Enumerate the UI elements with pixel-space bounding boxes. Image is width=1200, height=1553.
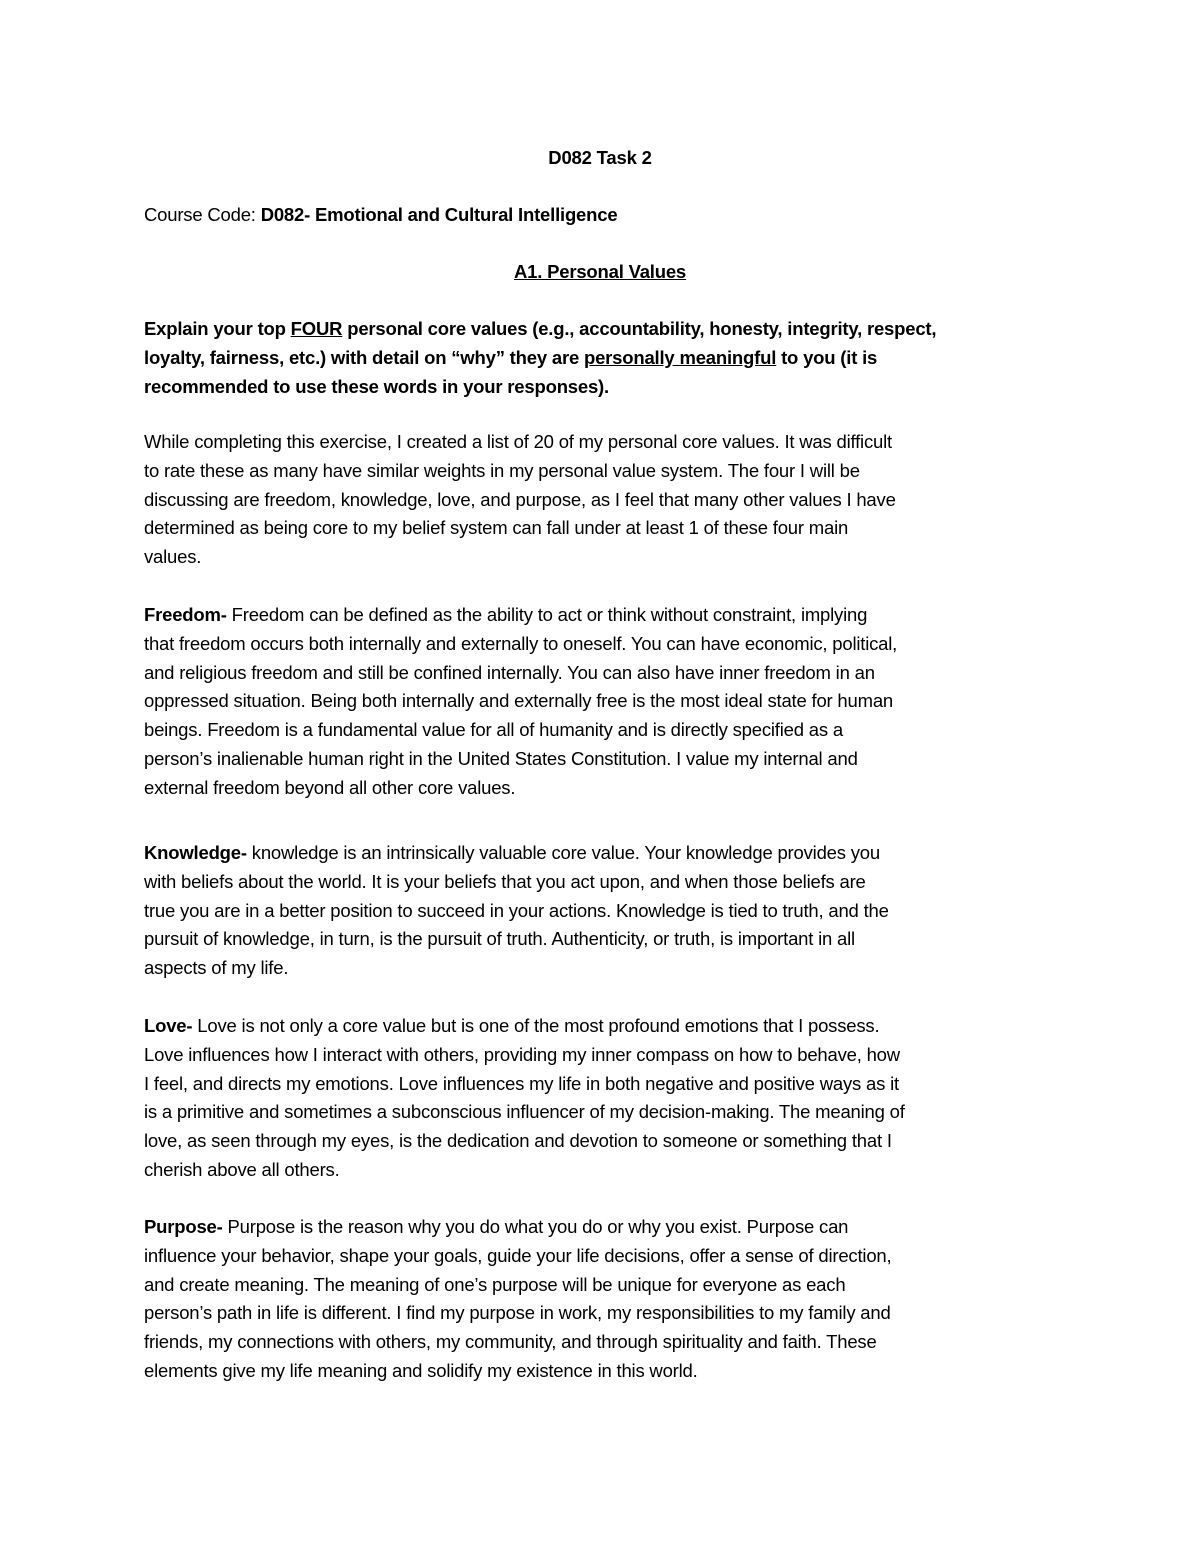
text-run: elements give my life meaning and solidify my existence in this world. (144, 1360, 698, 1381)
course-code-line (144, 200, 617, 229)
text-line (144, 600, 867, 629)
section-heading (0, 257, 1200, 286)
text-line (144, 867, 866, 896)
text-line (144, 1356, 698, 1385)
text-run: Love influences how I interact with others, providing my inner compass on how to behave, how (144, 1043, 900, 1065)
text-line (144, 1327, 877, 1356)
text-line (144, 343, 877, 372)
text-run: oppressed situation. Being both internally and externally free is the most ideal state for human (144, 690, 893, 712)
text-run: with beliefs about the world. It is your beliefs that you act upon, and when those beliefs are (144, 870, 866, 892)
text-run: person’s path in life is different. I find my purpose in work, my responsibilities to my family and (144, 1302, 891, 1324)
text-run: friends, my connections with others, my community, and through spirituality and faith. These (144, 1331, 877, 1353)
text-run: that freedom occurs both internally and externally to oneself. You can have economic, political, (144, 632, 898, 654)
text-run: and create meaning. The meaning of one’s purpose will be unique for everyone as each (144, 1273, 846, 1295)
text-line (144, 542, 201, 571)
text-line (144, 953, 288, 982)
text-line (144, 1298, 891, 1327)
text-run: aspects of my life. (144, 957, 289, 979)
text-line (144, 314, 936, 343)
text-run: external freedom beyond all other core values. (144, 776, 516, 798)
text-line (144, 924, 855, 953)
bold-text: to you (it is (776, 346, 878, 368)
text-line (144, 896, 889, 925)
text-run: and religious freedom and still be confined internally. You can also have inner freedom in an (144, 661, 875, 683)
bold-text: personal core values (e.g., accountability, honesty, integrity, respect, (342, 318, 937, 339)
text-line (144, 1270, 845, 1299)
text-line (144, 686, 893, 715)
text-run: discussing are freedom, knowledge, love, and purpose, as I feel that many other values I have (144, 488, 896, 510)
course-code-value: D082- Emotional and Cultural Intelligence (260, 204, 618, 225)
text-line (144, 658, 875, 687)
bold-text: Purpose- (144, 1216, 223, 1237)
section-heading-text: A1. Personal Values (513, 261, 687, 282)
text-run: love, as seen through my eyes, is the dedication and devotion to someone or something that I (144, 1130, 892, 1152)
bold-text: loyalty, fairness, etc.) with detail on “why” they are (144, 346, 584, 368)
text-run: true you are in a better position to succeed in your actions. Knowledge is tied to truth, and the (144, 899, 889, 921)
bold-text: Knowledge- (144, 842, 247, 863)
text-line (144, 715, 843, 744)
text-line (144, 427, 892, 456)
text-line (144, 456, 860, 485)
text-line (144, 1126, 892, 1155)
bold-text: Love- (144, 1015, 193, 1036)
text-line (144, 1212, 848, 1241)
text-line (144, 372, 609, 401)
text-line (144, 1040, 900, 1069)
course-code-label: Course Code: (144, 204, 261, 225)
text-run: I feel, and directs my emotions. Love influences my life in both negative and positive ways as it (144, 1072, 899, 1094)
text-line (144, 1241, 891, 1270)
bold-text: Explain your top (144, 318, 291, 339)
text-line (144, 513, 848, 542)
text-line (144, 838, 880, 867)
text-line (144, 1011, 879, 1040)
text-run: person’s inalienable human right in the United States Constitution. I value my internal and (144, 748, 858, 769)
bold-text: Freedom- (144, 604, 227, 625)
text-run: pursuit of knowledge, in turn, is the pursuit of truth. Authenticity, or truth, is important in all (144, 928, 855, 950)
text-line (144, 1069, 899, 1098)
underlined-text: personally meaningful (583, 346, 777, 368)
text-run: Love is not only a core value but is one of the most profound emotions that I possess. (192, 1015, 880, 1036)
text-run: values. (144, 546, 202, 568)
underlined-text: FOUR (290, 318, 343, 339)
text-run: is a primitive and sometimes a subconscious influencer of my decision-making. The meaning of (144, 1101, 905, 1123)
text-run: cherish above all others. (144, 1159, 340, 1180)
text-run: determined as being core to my belief system can fall under at least 1 of these four main (144, 517, 849, 539)
document-title: D082 Task 2 (548, 147, 652, 168)
text-run: beings. Freedom is a fundamental value for all of humanity and is directly specified as a (144, 719, 843, 741)
text-line (144, 1097, 905, 1126)
text-line (144, 629, 897, 658)
text-line (144, 744, 858, 773)
text-run: to rate these as many have similar weights in my personal value system. The four I will be (144, 459, 860, 481)
text-line (144, 1155, 340, 1184)
text-line (144, 773, 515, 802)
text-run: influence your behavior, shape your goals, guide your life decisions, offer a sense of direction, (144, 1244, 892, 1266)
text-run: While completing this exercise, I created a list of 20 of my personal core values. It was difficult (144, 431, 892, 452)
text-line (144, 485, 896, 514)
text-run: knowledge is an intrinsically valuable core value. Your knowledge provides you (246, 842, 880, 863)
text-run: Freedom can be defined as the ability to act or think without constraint, implying (226, 604, 868, 625)
text-run: Purpose is the reason why you do what you do or why you exist. Purpose can (222, 1216, 849, 1237)
bold-text: recommended to use these words in your responses). (144, 375, 609, 397)
